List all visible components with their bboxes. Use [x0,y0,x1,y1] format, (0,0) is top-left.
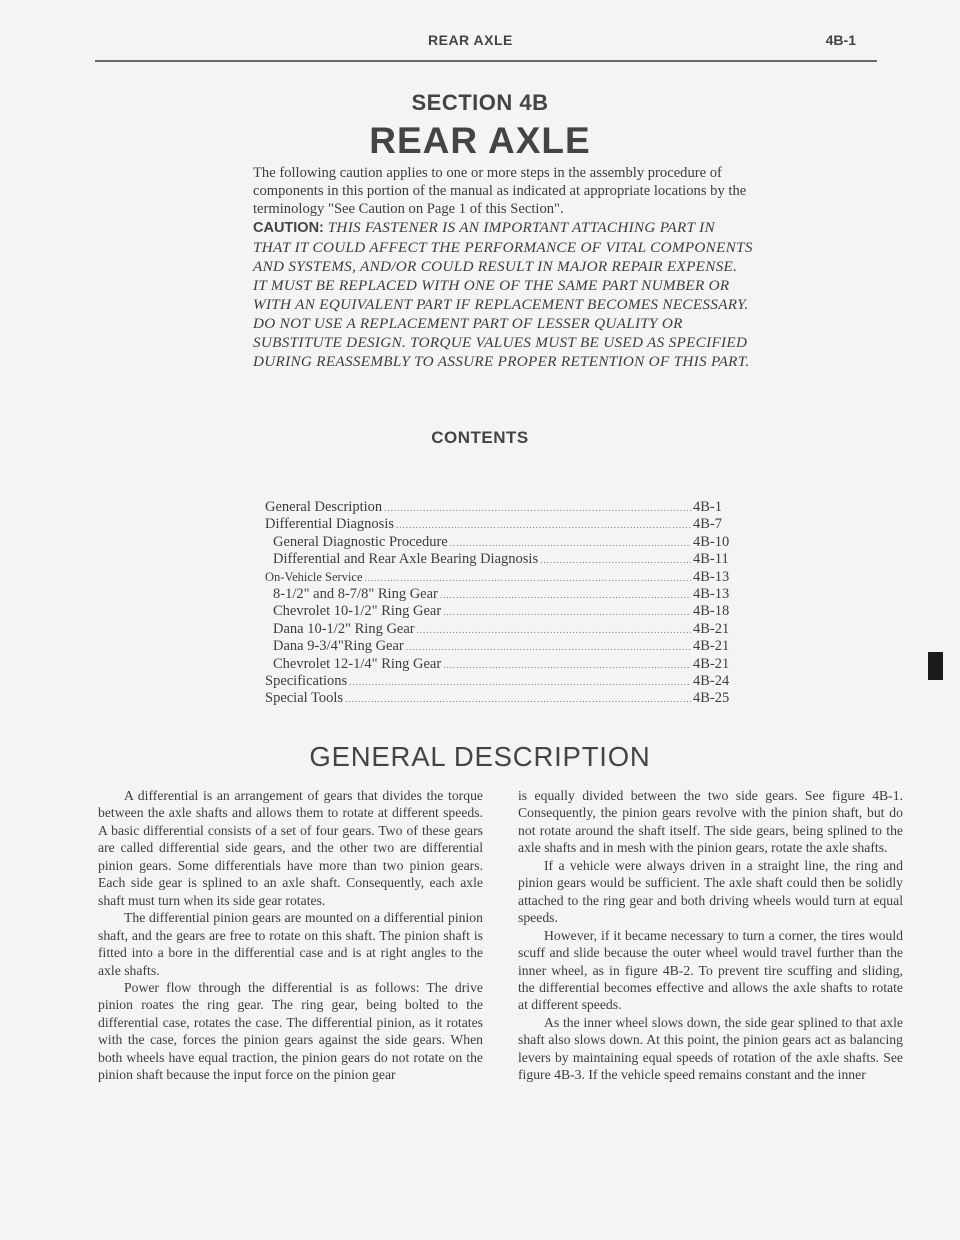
caution-notice [253,218,753,371]
toc-leader-dots [349,674,691,691]
toc-entry-specifications[interactable] [265,673,745,690]
toc-entry-page: 4B-21 [693,638,730,655]
toc-entry-8-inch-ring-gear[interactable] [265,586,745,603]
toc-entry-dana-9-ring-gear[interactable] [265,638,745,655]
toc-entry-general-diagnostic-procedure[interactable] [265,534,745,551]
running-header-title: REAR AXLE [428,32,513,48]
caution-label: CAUTION: [253,220,324,236]
toc-entry-page: 4B-18 [693,603,730,620]
toc-entry-label: 8-1/2" and 8-7/8" Ring Gear [273,585,438,602]
header-rule [95,60,877,62]
toc-entry-label: Chevrolet 10-1/2" Ring Gear [273,603,442,620]
toc-entry-page: 4B-25 [693,690,730,707]
toc-entry-bearing-diagnosis[interactable] [265,551,745,568]
toc-entry-differential-diagnosis[interactable] [265,516,745,533]
table-of-contents [265,499,745,708]
toc-entry-page: 4B-21 [693,655,730,672]
section-label: SECTION 4B [411,90,549,115]
toc-leader-dots [450,535,691,552]
toc-entry-label: Dana 10-1/2" Ring Gear [273,620,415,637]
toc-entry-page: 4B-13 [693,585,730,602]
body-paragraph: is equally divided between the two side gears. See figure 4B-1. Consequently, the pinion gears revolve with the pinion shaft, but do not rotate around the shaft itself. The side gears, being splined to the axle shafts and in mesh with the pinion gears, rotate the axle shafts. [518,788,903,856]
toc-entry-label: Differential Diagnosis [265,516,394,533]
page-number: 4B-1 [825,32,856,48]
body-column-left [98,787,483,1084]
body-paragraph: As the inner wheel slows down, the side gear splined to that axle shaft also slows down. At this point, the pinion gears act as balancing levers by maintaining equal speeds of rotation of the axle shafts. See figure 4B-3. If the vehicle speed remains constant and the inner [518,1014,903,1083]
body-paragraph: Power flow through the differential is as follows: The drive pinion roates the ring gear. The ring gear, being bolted to the differential case, rotates the case. The differential pinion, as it rotates with the case, forces the pinion gears against the side gears. When both wheels have equal traction, the pinion gears do not rotate on the pinion shaft because the input force on the pinion gear [98,979,483,1083]
body-paragraph: If a vehicle were always driven in a straight line, the ring and pinion gears would be sufficient. The axle shaft could then be solidly attached to the ring gear and both driving wheels would turn at equal speeds. [518,857,903,926]
toc-leader-dots [540,552,691,569]
toc-entry-label: On-Vehicle Service [265,569,363,584]
body-column-right [518,787,903,1084]
toc-entry-special-tools[interactable] [265,690,745,707]
toc-entry-page: 4B-10 [693,533,730,550]
toc-entry-dana-10-ring-gear[interactable] [265,621,745,638]
toc-entry-on-vehicle-service[interactable] [265,569,745,586]
page-title: REAR AXLE [369,120,591,161]
toc-entry-label: Special Tools [265,690,344,707]
section-thumb-tab [928,652,943,680]
toc-leader-dots [417,622,691,639]
toc-entry-label: Differential and Rear Axle Bearing Diagnosis [273,551,539,568]
toc-entry-label: General Description [265,499,383,515]
intro-paragraph: The following caution applies to one or more steps in the assembly procedure of components in this portion of the manual as indicated at appropriate locations by the terminology "See Caution on Page 1 of this Section". [253,165,747,217]
intro-block [253,164,753,371]
toc-leader-dots [443,604,691,621]
body-paragraph: A differential is an arrangement of gears that divides the torque between the axle shafts and allows them to rotate at different speeds. A basic differential consists of a set of four gears. Two of these gears are called differential side gears, and the other two are differential pinion gears. Some differentials have more than two pinion gears. Each side gear is splined to an axle shaft. Consequently, each axle shaft must turn when its side gear rotates. [98,788,483,908]
toc-entry-page: 4B-13 [693,568,730,585]
toc-leader-dots [345,691,691,708]
toc-entry-page: 4B-11 [693,551,729,568]
general-description-heading: GENERAL DESCRIPTION [309,741,651,772]
toc-entry-label: Specifications [265,672,348,689]
toc-leader-dots [440,587,691,604]
toc-entry-general-description[interactable] [265,499,745,516]
toc-entry-chevrolet-10-ring-gear[interactable] [265,603,745,620]
toc-leader-dots [396,517,691,534]
body-paragraph: The differential pinion gears are mounted on a differential pinion shaft, and the gears are free to rotate on this shaft. The pinion shaft is fitted into a bore in the differential case and is at right angles to the axle shafts. [98,910,483,978]
toc-leader-dots [406,639,691,656]
caution-text: THIS FASTENER IS AN IMPORTANT ATTACHING PART IN THAT IT COULD AFFECT THE PERFORMANCE OF VITAL COMPONENTS AND SYSTEMS, AND/OR COULD RESULT IN MAJOR REPAIR EXPENSE. IT MUST BE REPLACED WITH ONE OF THE SAME PART NUMBER OR WITH AN EQUIVALENT PART IF REPLACEMENT BECOMES NECESSARY. DO NOT USE A REPLACEMENT PART OF LESSER QUALITY OR SUBSTITUTE DESIGN. TORQUE VALUES MUST BE USED AS SPECIFIED DURING REASSEMBLY TO ASSURE PROPER RETENTION OF THIS PART. [253,219,753,370]
running-header [96,32,876,56]
toc-entry-label: Chevrolet 12-1/4" Ring Gear [273,655,442,672]
toc-leader-dots [365,570,691,587]
body-paragraph: However, if it became necessary to turn a corner, the tires would scuff and slide because the outer wheel would travel further than the inner wheel, as in figure 4B-2. To prevent tire scuffing and sliding, the differential becomes effective and allows the axle shafts to rotate at different speeds. [518,927,903,1013]
toc-entry-page: 4B-21 [693,620,730,637]
toc-entry-page: 4B-24 [693,672,730,689]
toc-leader-dots [384,500,691,517]
toc-entry-label: Dana 9-3/4"Ring Gear [273,638,404,655]
toc-entry-label: General Diagnostic Procedure [273,533,448,550]
toc-entry-chevrolet-12-ring-gear[interactable] [265,656,745,673]
toc-entry-page: 4B-7 [693,516,722,533]
toc-leader-dots [443,657,691,674]
contents-heading: CONTENTS [431,428,529,447]
toc-entry-page: 4B-1 [693,499,722,515]
